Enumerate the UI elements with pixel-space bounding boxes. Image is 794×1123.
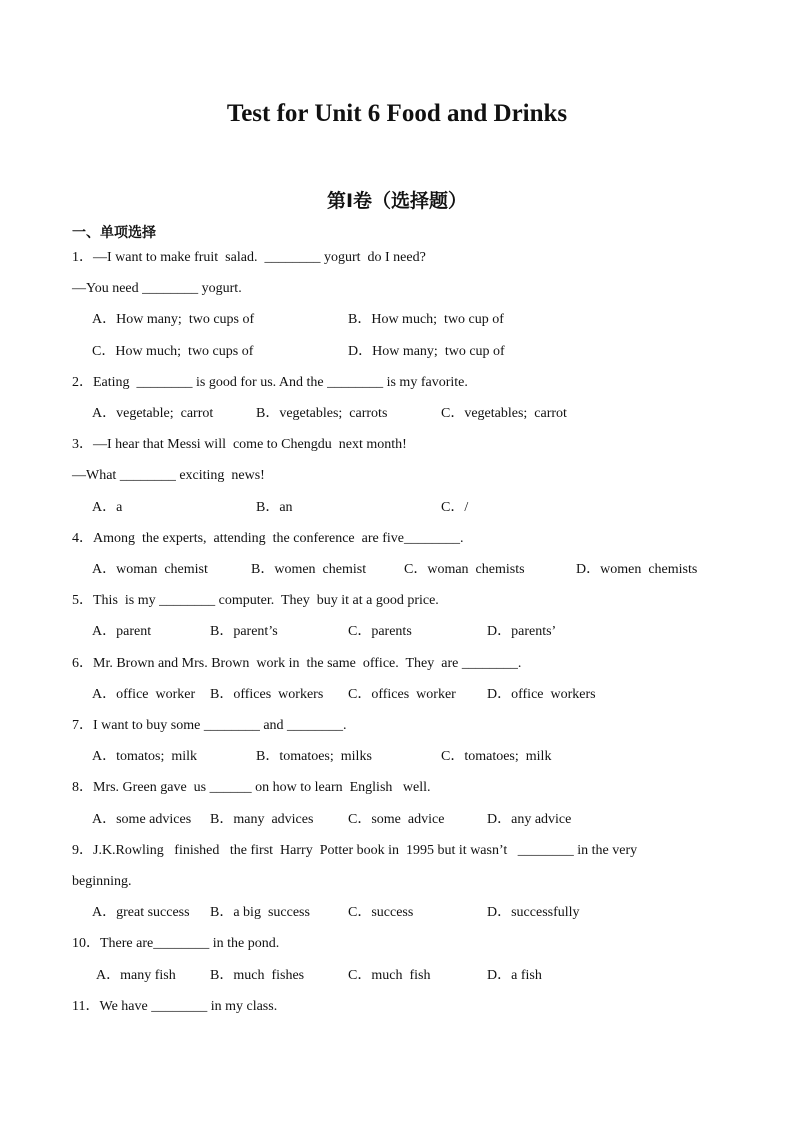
question-2-option-c: C．vegetables; carrot [441,406,567,421]
question-1-option-a: A．How many; two cups of [92,312,255,327]
question-8-option-a: A．some advices [92,812,192,827]
question-4-option-c: C．woman chemists [404,562,525,577]
question-9-option-c: C．success [348,905,414,920]
question-2-option-a: A．vegetable; carrot [92,406,214,421]
question-9-option-b: B．a big success [210,905,310,920]
question-5-option-a: A．parent [92,624,152,639]
question-3-option-b: B．an [256,500,293,515]
question-2-stem: 2．Eating ________ is good for us. And the ________ is my favorite. [72,375,468,390]
question-9-option-a: A．great success [92,905,190,920]
question-1-option-b: B．How much; two cup of [348,312,504,327]
question-3-stem: 3．—I hear that Messi will come to Chengdu next month! [72,437,407,452]
question-10-option-a: A．many fish [96,968,176,983]
question-6-option-b: B．offices workers [210,687,324,702]
question-11-stem: 11．We have ________ in my class. [72,999,278,1014]
question-1-option-c: C．How much; two cups of [92,344,254,359]
question-9-option-d: D．successfully [487,905,580,920]
question-5-option-d: D．parents’ [487,624,557,639]
question-7-stem: 7．I want to buy some ________ and ________. [72,718,347,733]
question-8-option-c: C．some advice [348,812,445,827]
question-7-option-b: B．tomatoes; milks [256,749,372,764]
question-5-option-c: C．parents [348,624,412,639]
question-3-option-a: A．a [92,500,123,515]
question-9-stem-continued: beginning. [72,874,132,889]
question-3-option-c: C．/ [441,500,469,515]
question-2-option-b: B．vegetables; carrots [256,406,388,421]
question-1-option-d: D．How many; two cup of [348,344,505,359]
question-5-stem: 5．This is my ________ computer. They buy it at a good price. [72,593,439,608]
question-4-option-b: B．women chemist [251,562,367,577]
section-title: 一、单项选择 [72,225,156,241]
question-4-stem: 4．Among the experts, attending the conference are five________. [72,531,464,546]
part-title: 第Ⅰ卷（选择题） [326,190,468,212]
question-4-option-a: A．woman chemist [92,562,208,577]
question-9-stem: 9．J.K.Rowling finished the first Harry Potter book in 1995 but it wasn’t ________ in the very [72,843,638,858]
question-8-option-b: B．many advices [210,812,314,827]
question-10-stem: 10．There are________ in the pond. [72,936,280,951]
question-8-stem: 8．Mrs. Green gave us ______ on how to learn English well. [72,780,431,795]
question-6-option-a: A．office worker [92,687,196,702]
question-8-option-d: D．any advice [487,812,572,827]
question-4-option-d: D．women chemists [576,562,698,577]
question-10-option-b: B．much fishes [210,968,305,983]
question-6-option-d: D．office workers [487,687,596,702]
question-7-option-a: A．tomatos; milk [92,749,197,764]
question-6-stem: 6．Mr. Brown and Mrs. Brown work in the same office. They are ________. [72,656,522,671]
question-1-stem: 1．—I want to make fruit salad. ________ yogurt do I need? [72,250,426,265]
question-1-response: —You need ________ yogurt. [72,281,242,296]
question-3-response: —What ________ exciting news! [72,468,265,483]
question-7-option-c: C．tomatoes; milk [441,749,552,764]
question-5-option-b: B．parent’s [210,624,278,639]
question-6-option-c: C．offices worker [348,687,456,702]
question-10-option-d: D．a fish [487,968,542,983]
page-title: Test for Unit 6 Food and Drinks [226,100,568,127]
question-10-option-c: C．much fish [348,968,431,983]
